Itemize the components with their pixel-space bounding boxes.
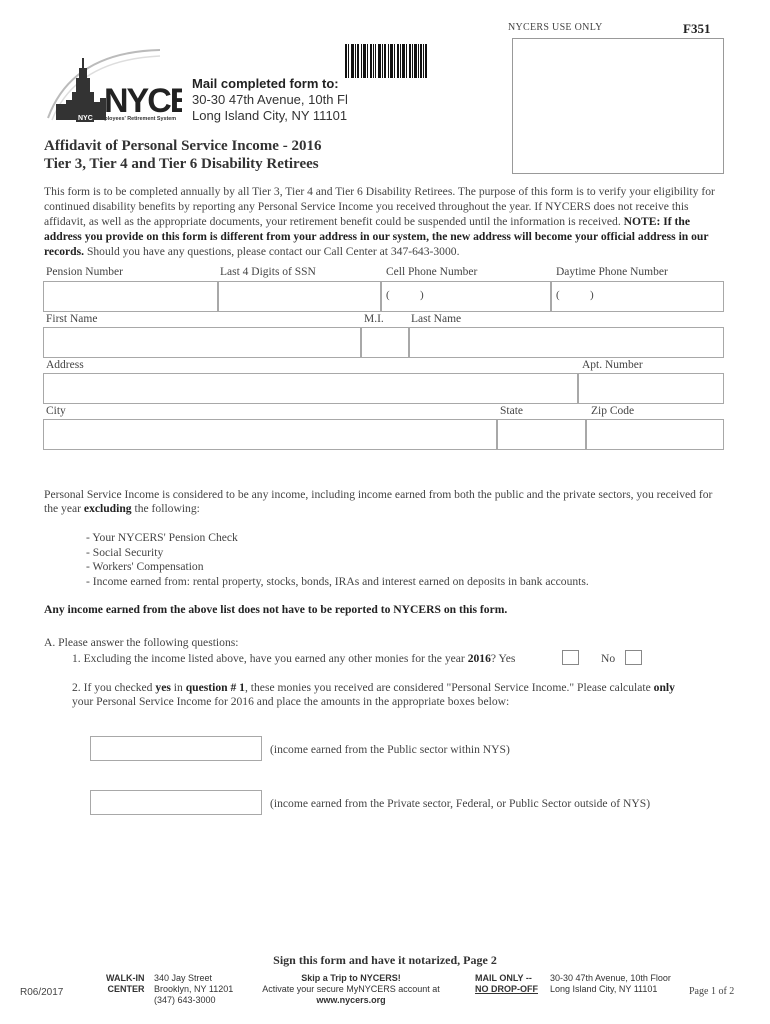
private-income-input[interactable] bbox=[90, 790, 262, 815]
form-subtitle: Tier 3, Tier 4 and Tier 6 Disability Retirees bbox=[44, 156, 319, 172]
svg-text:NYC: NYC bbox=[78, 115, 93, 122]
question-1 bbox=[72, 652, 515, 665]
zip-input[interactable] bbox=[586, 419, 724, 450]
daytime-phone-label: Daytime Phone Number bbox=[556, 266, 668, 278]
section-a-heading: A. Please answer the following questions: bbox=[44, 636, 239, 649]
intro-paragraph bbox=[44, 184, 724, 259]
svg-text:Employees' Retirement System: Employees' Retirement System bbox=[96, 116, 177, 122]
mail-to-line-2: Long Island City, NY 11101 bbox=[192, 108, 348, 123]
skip-a-trip bbox=[262, 973, 440, 1006]
question-2-ref: question # 1 bbox=[185, 681, 245, 694]
city-input[interactable] bbox=[43, 419, 497, 450]
pension-number-label: Pension Number bbox=[46, 266, 123, 278]
walk-in-label-1: WALK-IN bbox=[106, 973, 145, 983]
income-definition bbox=[44, 488, 724, 516]
question-2-text-c: your Personal Service Income for 2016 and place the amounts in the appropriate boxes below: bbox=[72, 695, 510, 708]
intro-note: NOTE: If the address you provide on this form is different from your address in our system, the new address will become your official address in our records. bbox=[44, 215, 709, 258]
skip-title: Skip a Trip to NYCERS! bbox=[301, 973, 401, 983]
apt-number-label: Apt. Number bbox=[582, 359, 643, 371]
cell-phone-input[interactable] bbox=[381, 281, 551, 312]
list-item: - Income earned from: rental property, stocks, bonds, IRAs and interest earned on deposits in bank accounts. bbox=[86, 574, 589, 588]
state-input[interactable] bbox=[497, 419, 586, 450]
list-item: - Social Security bbox=[86, 545, 164, 559]
empire-state-building-icon bbox=[42, 42, 182, 126]
public-income-label: (income earned from the Public sector within NYS) bbox=[270, 743, 510, 756]
intro-text-2: Should you have any questions, please contact our Call Center at 347-643-3000. bbox=[86, 245, 460, 258]
first-name-label: First Name bbox=[46, 313, 98, 325]
question-2-in: in bbox=[173, 681, 183, 694]
walk-in-label bbox=[106, 973, 145, 995]
svg-text:NYCERS: NYCE bbox=[104, 82, 182, 120]
question-1-year: 2016 bbox=[467, 652, 491, 665]
daytime-phone-input[interactable] bbox=[551, 281, 724, 312]
mail-to-title: Mail completed form to: bbox=[192, 76, 339, 91]
question-1-mark: ? bbox=[490, 652, 497, 665]
first-name-input[interactable] bbox=[43, 327, 361, 358]
revision-code: R06/2017 bbox=[20, 987, 64, 998]
nycers-logo bbox=[42, 42, 182, 126]
list-item: - Workers' Compensation bbox=[86, 560, 204, 573]
office-use-box bbox=[512, 38, 724, 174]
cell-phone-label: Cell Phone Number bbox=[386, 266, 478, 278]
skip-text: Activate your secure MyNYCERS account at bbox=[262, 984, 440, 994]
question-2-text-b: , these monies you received are considered "Personal Service Income." Please calculate bbox=[244, 681, 651, 694]
form-title: Affidavit of Personal Service Income - 2016 bbox=[44, 138, 322, 154]
mail-only-text: MAIL ONLY -- bbox=[475, 973, 532, 983]
zip-label: Zip Code bbox=[591, 405, 635, 417]
barcode-image bbox=[345, 44, 427, 78]
question-2-only: only bbox=[653, 681, 675, 694]
public-income-input[interactable] bbox=[90, 736, 262, 761]
income-definition-tail: the following: bbox=[134, 502, 200, 515]
walk-in-address-2: Brooklyn, NY 11201 bbox=[154, 984, 234, 994]
mi-input[interactable] bbox=[361, 327, 409, 358]
address-label: Address bbox=[46, 359, 84, 371]
office-use-label: NYCERS USE ONLY bbox=[508, 22, 603, 33]
walk-in-address-1: 340 Jay Street bbox=[154, 973, 213, 983]
mail-to-line-1: 30-30 47th Avenue, 10th Fl bbox=[192, 92, 348, 107]
city-label: City bbox=[46, 405, 66, 417]
yes-checkbox[interactable] bbox=[562, 650, 579, 665]
daytime-area-open: ( bbox=[556, 289, 560, 301]
ssn-input[interactable] bbox=[218, 281, 381, 312]
walk-in-phone: (347) 643-3000 bbox=[154, 995, 216, 1005]
address-input[interactable] bbox=[43, 373, 578, 404]
no-checkbox[interactable] bbox=[625, 650, 642, 665]
sign-notice: Sign this form and have it notarized, Page 2 bbox=[273, 953, 497, 967]
income-definition-text: Personal Service Income is considered to be any income, including income earned from both the public and the private sectors, you received for the year bbox=[44, 488, 713, 515]
walk-in-label-2: CENTER bbox=[107, 984, 145, 994]
exclusion-list bbox=[86, 531, 589, 589]
mailing-address-1: 30-30 47th Avenue, 10th Floor bbox=[550, 973, 671, 983]
last-name-label: Last Name bbox=[411, 313, 462, 325]
cell-area-close: ) bbox=[420, 289, 424, 301]
list-item: - Your NYCERS' Pension Check bbox=[86, 531, 238, 544]
last-name-input[interactable] bbox=[409, 327, 724, 358]
no-label: No bbox=[601, 652, 616, 665]
page-number: Page 1 of 2 bbox=[689, 986, 735, 997]
pension-number-input[interactable] bbox=[43, 281, 218, 312]
exclusion-note: Any income earned from the above list does not have to be reported to NYCERS on this form. bbox=[44, 603, 508, 616]
apt-number-input[interactable] bbox=[578, 373, 724, 404]
question-1-text: 1. Excluding the income listed above, have you earned any other monies for the year bbox=[72, 652, 465, 665]
question-2 bbox=[72, 681, 692, 709]
form-id: F351 bbox=[683, 21, 711, 36]
question-2-yes: yes bbox=[155, 681, 171, 694]
yes-label: Yes bbox=[498, 652, 516, 665]
ssn-label: Last 4 Digits of SSN bbox=[220, 266, 316, 278]
walk-in-address bbox=[154, 973, 233, 1006]
no-dropoff-text: NO DROP-OFF bbox=[475, 984, 538, 994]
mailing-address-2: Long Island City, NY 11101 bbox=[550, 984, 658, 994]
mailing-address bbox=[550, 973, 671, 995]
intro-text-1: This form is to be completed annually by all Tier 3, Tier 4 and Tier 6 Disability Retirees. The purpose of this form is to verify your eligibility for continued disability benefits by reporting any Personal Service Income you received throughout the year. If NYCERS does not receive this affidavit, as well as the appropriate documents, your retirement benefit could be suspended until the information is received. bbox=[44, 185, 715, 228]
question-2-text: 2. If you checked bbox=[72, 681, 153, 694]
daytime-area-close: ) bbox=[590, 289, 594, 301]
cell-area-open: ( bbox=[386, 289, 390, 301]
mail-only-label bbox=[475, 973, 538, 995]
private-income-label: (income earned from the Private sector, Federal, or Public Sector outside of NYS) bbox=[270, 797, 651, 810]
excluding-word: excluding bbox=[83, 502, 132, 515]
state-label: State bbox=[500, 405, 523, 417]
mi-label: M.I. bbox=[364, 313, 384, 325]
website-link[interactable]: www.nycers.org bbox=[316, 995, 386, 1005]
